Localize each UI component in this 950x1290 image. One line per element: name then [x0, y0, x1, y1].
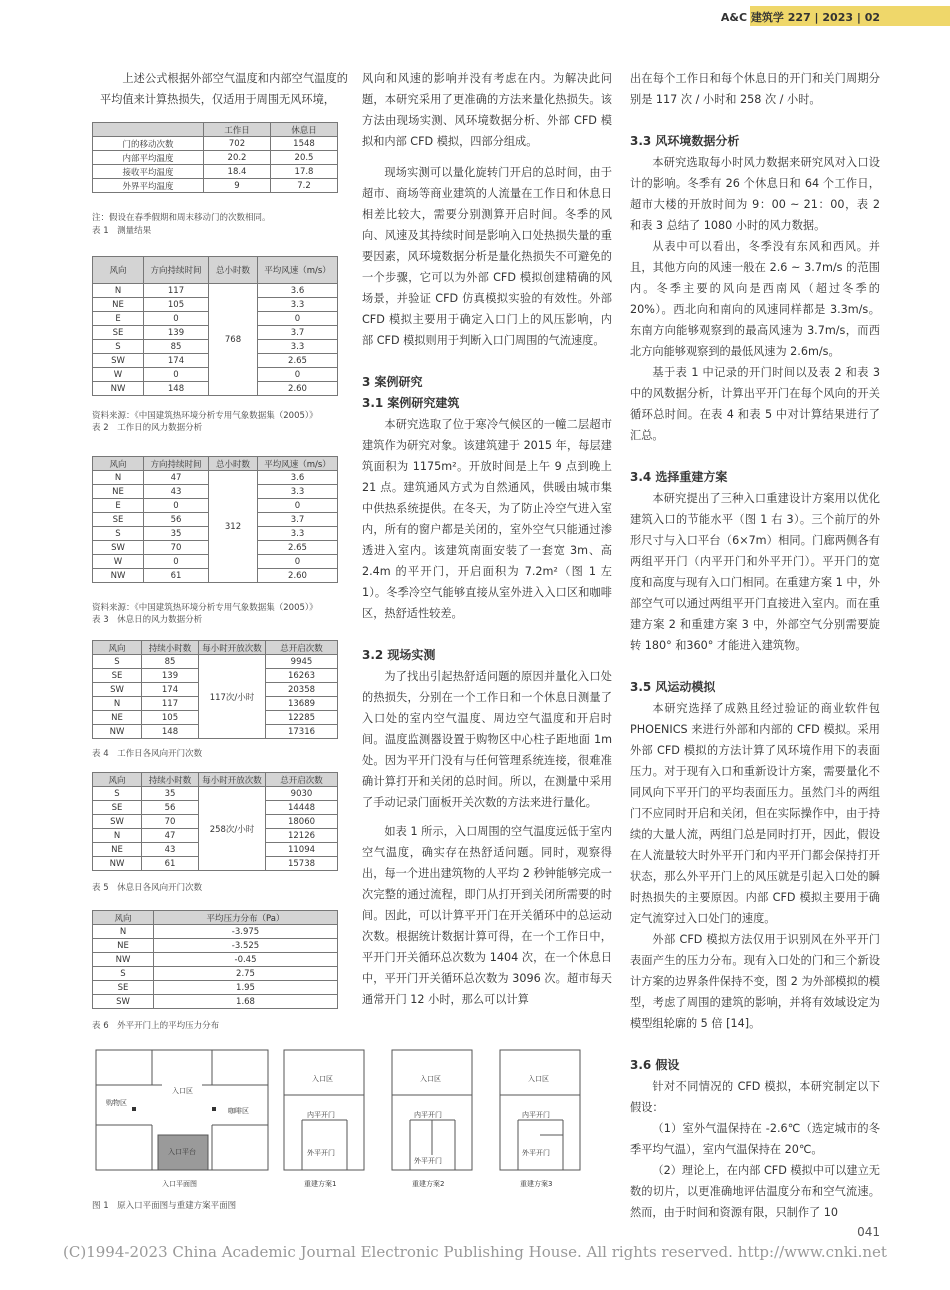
table-cell: S — [93, 967, 154, 981]
table-cell: 0 — [144, 555, 209, 569]
table-cell: NE — [93, 485, 144, 499]
table-row — [93, 953, 338, 967]
table-header: 每小时开放次数 — [199, 641, 266, 655]
figure-1-caption: 图 1 原入口平面图与重建方案平面图 — [92, 1201, 237, 1211]
table-2-caption: 表 2 工作日的风力数据分析 — [92, 423, 203, 433]
table-cell: NW — [93, 857, 142, 871]
table-cell: 105 — [142, 711, 199, 725]
table-cell: 70 — [144, 541, 209, 555]
scheme-2-plan — [392, 1050, 472, 1170]
table-cell: 43 — [142, 843, 199, 857]
table-cell: N — [93, 471, 144, 485]
scheme-2-entry-area: 入口区 — [420, 1075, 441, 1083]
table-cell: 148 — [144, 382, 209, 396]
table-cell: N — [93, 829, 142, 843]
table-header: 方向持续时间 — [144, 257, 209, 284]
scheme-2-label: 重建方案2 — [412, 1180, 445, 1188]
table-cell: 11094 — [266, 843, 338, 857]
table-cell: 148 — [142, 725, 199, 739]
page-number: 041 — [857, 1225, 880, 1239]
table-cell: 35 — [144, 527, 209, 541]
table-header: 方向持续时间 — [144, 457, 209, 471]
table-cell: 12285 — [266, 711, 338, 725]
table-cell: NE — [93, 298, 144, 312]
table-cell: 外界平均温度 — [93, 179, 204, 193]
table-2 — [92, 256, 338, 396]
table-cell: SE — [93, 981, 154, 995]
table-cell: NW — [93, 725, 142, 739]
table-cell: S — [93, 340, 144, 354]
col3-p9: （2）理论上，在内部 CFD 模拟中可以建立无数的切片，以更准确地评估温度分布和空气流速。然而，由于时间和资源有限，只制作了 10 — [630, 1164, 880, 1219]
col3-p6: 外部 CFD 模拟方法仅用于识别风在外平开门表面产生的压力分布。现有入口处的门和三个新设计方案的边界条件保持不变，图 2 为外部模拟的模型，考虑了周围的建筑的影响，并将有效域设定为模型组轮廓的 5 倍 [14]。 — [630, 933, 880, 1030]
table-row — [93, 471, 338, 485]
col2-p4: 为了找出引起热舒适问题的原因并量化入口处的热损失，分别在一个工作日和一个休息日测量了入口处的室内空气温度、周边空气温度和开启时间。温度监测器设置于购物区中心柱子距地面 1m 处。因为平开门没有与任何管理系统连接，很难准确计算打开和关闭的总时间。所以，在测量中采用了手动记录门面板开关次数的方法来进行量化。 — [362, 670, 612, 809]
table-cell: 接收平均温度 — [93, 165, 204, 179]
table-cell: 门的移动次数 — [93, 137, 204, 151]
scheme-3-outer-door: 外平开门 — [522, 1149, 550, 1157]
column-2 — [362, 68, 612, 1010]
table-cell: NW — [93, 382, 144, 396]
label-platform: 入口平台 — [168, 1148, 196, 1156]
table-header: 总小时数 — [209, 457, 258, 471]
table-header: 平均风速（m/s） — [258, 257, 338, 284]
table-cell: W — [93, 368, 144, 382]
table-cell: 1548 — [271, 137, 338, 151]
table-cell: 85 — [144, 340, 209, 354]
section-3-2-heading: 3.2 现场实测 — [362, 648, 436, 662]
table-header: 风向 — [93, 457, 144, 471]
table-cell: 61 — [144, 569, 209, 583]
table-cell: S — [93, 787, 142, 801]
scheme-3-label: 重建方案3 — [520, 1180, 553, 1188]
table-row — [93, 981, 338, 995]
table-header: 风向 — [93, 911, 154, 925]
table-cell: 0 — [144, 368, 209, 382]
table-cell: 15738 — [266, 857, 338, 871]
section-3-5-heading: 3.5 风运动模拟 — [630, 680, 716, 694]
table-cell: 117次/小时 — [199, 655, 266, 739]
section-3-6-heading: 3.6 假设 — [630, 1058, 680, 1072]
table-cell: 7.2 — [271, 179, 338, 193]
table-cell: 2.65 — [258, 354, 338, 368]
table-cell: 1.95 — [154, 981, 338, 995]
scheme-3-entry-area: 入口区 — [528, 1075, 549, 1083]
table-header: 总小时数 — [209, 257, 258, 284]
table-cell: 258次/小时 — [199, 787, 266, 871]
table-row — [93, 151, 338, 165]
table-cell: 16263 — [266, 669, 338, 683]
table-row — [93, 165, 338, 179]
table-cell: 20.5 — [271, 151, 338, 165]
table-cell: 56 — [142, 801, 199, 815]
table-cell: 17.8 — [271, 165, 338, 179]
col3-p1: 本研究选取每小时风力数据来研究风对入口设计的影响。冬季有 26 个休息日和 64 个工作日，超市大楼的开放时间为 9：00 ~ 21：00，表 2 和表 3 总结了 1080 小时的风力数据。 — [630, 156, 880, 232]
scheme-1-outer-door: 外平开门 — [307, 1149, 335, 1157]
scheme-1-label: 重建方案1 — [304, 1180, 337, 1188]
col1-intro: 上述公式根据外部空气温度和内部空气温度的平均值来计算热损失，仅适用于周围无风环境， — [100, 72, 348, 106]
table-header: 总开启次数 — [266, 773, 338, 787]
table-cell: 139 — [142, 669, 199, 683]
label-entry-area: 入口区 — [172, 1087, 193, 1095]
table-cell: S — [93, 527, 144, 541]
table-4 — [92, 640, 338, 739]
table-cell: SW — [93, 995, 154, 1009]
table-cell: 0 — [258, 555, 338, 569]
section-3-1-heading: 3.1 案例研究建筑 — [362, 396, 460, 410]
table-cell: S — [93, 655, 142, 669]
table-row — [93, 284, 338, 298]
table-cell: 2.65 — [258, 541, 338, 555]
table-row — [93, 967, 338, 981]
table-cell: 3.3 — [258, 340, 338, 354]
table-cell: NW — [93, 953, 154, 967]
table-cell: 47 — [144, 471, 209, 485]
scheme-2-inner-door: 内平开门 — [414, 1111, 442, 1119]
table-cell: 20358 — [266, 683, 338, 697]
table-cell: 85 — [142, 655, 199, 669]
table-cell: 3.6 — [258, 284, 338, 298]
table-cell: 117 — [144, 284, 209, 298]
table-row — [93, 995, 338, 1009]
table-cell: 3.3 — [258, 527, 338, 541]
col3-p4: 本研究提出了三种入口重建设计方案用以优化建筑入口的节能水平（图 1 右 3）。三个前厅的外形尺寸与入口平台（6×7m）相同。门廊两侧各有两组平开门（内平开门和外平开门）。平开门的宽度和高度与现有入口门相同。在重建方案 1 中，外部空气可以通过两组平开门直接进入室内。而在重建方案 2 和重建方案 3 中，外部空气分别需要旋转 180° 和360° 才能进入建筑物。 — [630, 492, 880, 652]
table-cell: NE — [93, 939, 154, 953]
table-cell: 13689 — [266, 697, 338, 711]
table-cell: 内部平均温度 — [93, 151, 204, 165]
table-cell: N — [93, 925, 154, 939]
col3-p2: 从表中可以看出，冬季没有东风和西风。并且，其他方向的风速一般在 2.6 ~ 3.7m/s 的范围内。冬季主要的风向是西南风（超过冬季的 20%）。西北向和南向的风速同样都是 3.3m/s。东南方向能够观察到的最高风速为 3.7m/s，而西北方向能够观察到的最低风速为 2.6m/s。 — [630, 240, 880, 358]
table-cell: 9945 — [266, 655, 338, 669]
table-3-caption: 表 3 休息日的风力数据分析 — [92, 615, 203, 625]
table-cell: 1.68 — [154, 995, 338, 1009]
table-cell: NE — [93, 711, 142, 725]
table-cell: 14448 — [266, 801, 338, 815]
section-3-heading: 3 案例研究 — [362, 375, 423, 389]
table-cell: E — [93, 499, 144, 513]
table-cell: SE — [93, 801, 142, 815]
table-header: 持续小时数 — [142, 641, 199, 655]
table-cell: 2.60 — [258, 569, 338, 583]
table-cell: SW — [93, 354, 144, 368]
table-cell: NE — [93, 843, 142, 857]
table-header: 每小时开放次数 — [199, 773, 266, 787]
table-header: 平均风速（m/s） — [258, 457, 338, 471]
table-cell: SW — [93, 815, 142, 829]
table-cell: 174 — [142, 683, 199, 697]
table-header: 平均压力分布（Pa） — [154, 911, 338, 925]
journal-header: A&C 建筑学 227 | 2023 | 02 — [720, 11, 880, 24]
table-1 — [92, 122, 338, 193]
col3-p3: 基于表 1 中记录的开门时间以及表 2 和表 3 中的风数据分析，计算出平开门在每个风向的开关循环总时间。在表 4 和表 5 中对计算结果进行了汇总。 — [630, 366, 880, 442]
table-cell: 117 — [142, 697, 199, 711]
table-cell: 3.6 — [258, 471, 338, 485]
table-cell: 2.75 — [154, 967, 338, 981]
col2-p3: 本研究选取了位于寒冷气候区的一幢二层超市建筑作为研究对象。该建筑建于 2015 年，每层建筑面积为 1175m²。开放时间是上午 9 点到晚上 21 点。建筑通风方式为自然通风，供暖由城市集中供热系统提供。在冬天，为了防止冷空气进入室内，所有的窗户都是关闭的，室外空气只能通过渗透进入室内。该建筑南面安装了一套宽 3m、高 2.4m 的平开门，开启面积为 7.2m²（图 1 左 1）。冬季冷空气能够直接从室外进入入口区和咖啡区，热舒适性较差。 — [362, 418, 612, 620]
copyright-footer: (C)1994-2023 China Academic Journal Electronic Publishing House. All rights reserved. http://www.cnki.net — [63, 1243, 887, 1261]
table-1-caption: 表 1 测量结果 — [92, 226, 152, 236]
table-cell: 0 — [258, 499, 338, 513]
table-row — [93, 179, 338, 193]
section-3-3-heading: 3.3 风环境数据分析 — [630, 134, 740, 148]
table-row — [93, 787, 338, 801]
scheme-1-inner-door: 内平开门 — [307, 1111, 335, 1119]
col3-p8: （1）室外气温保持在 -2.6℃（选定城市的冬季平均气温），室内气温保持在 20℃。 — [630, 1122, 880, 1156]
table-cell: 0 — [144, 499, 209, 513]
table-cell: 70 — [142, 815, 199, 829]
table-cell: 768 — [209, 284, 258, 396]
table-cell: SW — [93, 541, 144, 555]
table-cell: 2.60 — [258, 382, 338, 396]
table-header: 休息日 — [271, 123, 338, 137]
table-cell: 56 — [144, 513, 209, 527]
table-4-caption: 表 4 工作日各风向开门次数 — [92, 749, 203, 759]
table-cell: 3.3 — [258, 298, 338, 312]
table-cell: -3.525 — [154, 939, 338, 953]
table-cell: 17316 — [266, 725, 338, 739]
scheme-2-outer-door: 外平开门 — [414, 1157, 442, 1165]
table-cell: SE — [93, 669, 142, 683]
table-3 — [92, 456, 338, 583]
table-cell: 3.7 — [258, 513, 338, 527]
table-header: 风向 — [93, 257, 144, 284]
label-floor-plan: 入口平面图 — [162, 1180, 197, 1188]
table-cell: 43 — [144, 485, 209, 499]
table-cell: 3.7 — [258, 326, 338, 340]
table-5 — [92, 772, 338, 871]
scheme-3-inner-door: 内平开门 — [522, 1111, 550, 1119]
table-cell: 312 — [209, 471, 258, 583]
table-cell: -0.45 — [154, 953, 338, 967]
table-header: 工作日 — [204, 123, 271, 137]
table-cell: 0 — [258, 368, 338, 382]
table-header: 持续小时数 — [142, 773, 199, 787]
scheme-1-entry-area: 入口区 — [312, 1075, 333, 1083]
table-cell: 47 — [142, 829, 199, 843]
table-cell: 105 — [144, 298, 209, 312]
table-row — [93, 939, 338, 953]
table-header: 总开启次数 — [266, 641, 338, 655]
table-cell: 174 — [144, 354, 209, 368]
label-cafe: 咖啡区 — [228, 1107, 249, 1115]
table-cell: 12126 — [266, 829, 338, 843]
table-cell: 61 — [142, 857, 199, 871]
col2-p1: 风向和风速的影响并没有考虑在内。为解决此问题，本研究采用了更准确的方法来量化热损失。该方法由现场实测、风环境数据分析、外部 CFD 模拟和内部 CFD 模拟，四部分组成。 — [362, 72, 612, 148]
table-row — [93, 655, 338, 669]
column-marker — [212, 1107, 216, 1111]
table-cell: 18060 — [266, 815, 338, 829]
table-cell: 139 — [144, 326, 209, 340]
table-cell: SE — [93, 326, 144, 340]
table-row — [93, 925, 338, 939]
table-6-caption: 表 6 外平开门上的平均压力分布 — [92, 1021, 220, 1031]
table-row — [93, 137, 338, 151]
col3-p5: 本研究选择了成熟且经过验证的商业软件包 PHOENICS 来进行外部和内部的 CFD 模拟。采用外部 CFD 模拟的方法计算了风环境作用下的表面压力。对于现有入口和重新设计方案，需要量化不同风向下平开门的平均表面压力。虽然门斗的两组门不应同时开启和关闭，但在实际操作中，由于持续的大量人流，两组门总是同时打开，因此，假设在人流量较大时外平开门和内平开门都会保持打开状态，那么外平开门上的风压就是引起入口处的瞬时热损失的主要原因。内部 CFD 模拟主要用于确定气流穿过入口处门的速度。 — [630, 702, 880, 925]
table-2-source: 资料来源：《中国建筑热环境分析专用气象数据集（2005）》 — [92, 411, 318, 421]
figure-1 — [92, 1045, 622, 1195]
col2-p2: 现场实测可以量化旋转门开启的总时间，由于超市、商场等商业建筑的人流量在工作日和休息日相差比较大，需要分别测算开启时间。冬季的风向、风速及其持续时间是影响入口处热损失量的重要因素，风环境数据分析是量化热损失不可避免的一个步骤，它可以为外部 CFD 模拟创建精确的风场景，并验证 CFD 仿真模拟实验的有效性。外部 CFD 模拟主要用于确定入口门上的风压影响，内部 CFD 模拟则用于判断入口门周围的气流速度。 — [362, 166, 612, 347]
col3-p7: 针对不同情况的 CFD 模拟，本研究制定以下假设： — [630, 1080, 880, 1114]
table-cell: N — [93, 284, 144, 298]
col3-p0: 出在每个工作日和每个休息日的开门和关门周期分别是 117 次 / 小时和 258 次 / 小时。 — [630, 72, 880, 106]
table-cell: 35 — [142, 787, 199, 801]
column-marker — [132, 1107, 136, 1111]
table-header — [93, 123, 204, 137]
table-header: 风向 — [93, 641, 142, 655]
table-cell: 18.4 — [204, 165, 271, 179]
table-cell: NW — [93, 569, 144, 583]
table-1-note: 注：假设在春季假期和周末移动门的次数相同。 — [92, 213, 271, 223]
table-cell: -3.975 — [154, 925, 338, 939]
column-1 — [100, 68, 348, 110]
table-cell: 3.3 — [258, 485, 338, 499]
table-6 — [92, 910, 338, 1009]
table-cell: SE — [93, 513, 144, 527]
table-3-source: 资料来源：《中国建筑热环境分析专用气象数据集（2005）》 — [92, 603, 318, 613]
table-cell: SW — [93, 683, 142, 697]
section-3-4-heading: 3.4 选择重建方案 — [630, 470, 728, 484]
table-cell: 702 — [204, 137, 271, 151]
table-cell: W — [93, 555, 144, 569]
table-5-caption: 表 5 休息日各风向开门次数 — [92, 883, 203, 893]
table-cell: 9 — [204, 179, 271, 193]
table-header: 风向 — [93, 773, 142, 787]
table-cell: 20.2 — [204, 151, 271, 165]
column-3 — [630, 68, 880, 1223]
table-cell: 0 — [144, 312, 209, 326]
label-shopping: 购物区 — [106, 1099, 127, 1107]
table-cell: 9030 — [266, 787, 338, 801]
table-cell: 0 — [258, 312, 338, 326]
journal-header-band — [720, 6, 950, 26]
table-cell: N — [93, 697, 142, 711]
table-cell: E — [93, 312, 144, 326]
col2-p5: 如表 1 所示，入口周围的空气温度远低于室内空气温度，确实存在热舒适问题。同时，观察得出，每一个进出建筑物的人平均 2 秒钟能够完成一次完整的通过流程，即门从打开到关闭所需要的时间。因此，可以计算平开门在开关循环中的总运动次数。根据统计数据计算可得，在一个工作日中，平开门开关循环总次数为 1404 次，在一个休息日中，平开门开关循环总次数为 3096 次。超市每天通常开门 12 小时，那么可以计算 — [362, 825, 612, 1006]
